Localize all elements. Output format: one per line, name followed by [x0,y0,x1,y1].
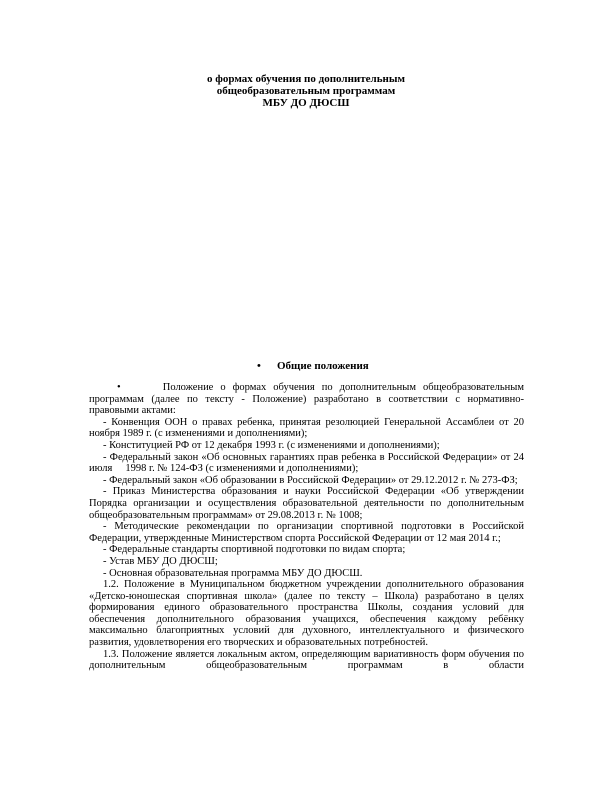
paragraph-1-3: 1.3. Положение является локальным актом, определяющим вариативность форм обучения по дополнительным общеобразовательным программам в области [89,648,524,672]
title-line-2: общеобразовательным программам [216,85,396,97]
paragraph-intro: • Положение о формах обучения по дополнительным общеобразовательным программам (далее по тексту - Положение) разработано в соответствии с нормативно-правовыми актами: [89,382,524,417]
list-item: - Приказ Министерства образования и науки Российской Федерации «Об утверждении Порядка организации и осуществления образовательной деятельности по дополнительным общеобразовательным программам» от 29.08.2013 г. № 1008; [89,486,524,521]
list-item: - Федеральные стандарты спортивной подготовки по видам спорта; [103,544,406,556]
list-item: - Конвенция ООН о правах ребенка, принятая резолюцией Генеральной Ассамблеи от 20 ноября 1989 г. (с изменениями и дополнениями); [89,416,524,440]
document-title [150,73,462,109]
bullet-icon: • [257,360,261,372]
paragraph-1-2: 1.2. Положение в Муниципальном бюджетном учреждении дополнительного образования «Детско-юношеская спортивная школа» (далее по тексту – Школа) разработано в целях формирования единого образовательного пространства Школы, создания условий для обеспечения дополнительного образования учащихся, обеспечения каждому ребёнку максимально благоприятных условий для духовного, интеллектуального и физического развития, удовлетворения его творческих и образовательных потребностей. [89,579,524,649]
list-item: - Федеральный закон «Об образовании в Российской Федерации» от 29.12.2012 г. № 273-ФЗ; [103,474,518,486]
title-line-1: о формах обучения по дополнительным [207,73,405,85]
title-line-3: МБУ ДО ДЮСШ [262,97,350,109]
list-item: - Федеральный закон «Об основных гарантиях прав ребенка в Российской Федерации» от 24 июля 1998 г. № 124-ФЗ (с изменениями и дополнениями); [89,451,524,475]
list-item: - Устав МБУ ДО ДЮСШ; [103,555,218,567]
section-heading-text: Общие положения [277,360,369,372]
list-item: - Конституцией РФ от 12 декабря 1993 г. (с изменениями и дополнениями); [103,439,440,451]
list-item: - Методические рекомендации по организации спортивной подготовки в Российской Федерации, утвержденные Министерством спорта Российской Федерации от 12 мая 2014 г.; [89,521,524,544]
document-body [89,382,524,672]
section-heading [257,360,369,373]
list-item: - Основная образовательная программа МБУ ДО ДЮСШ. [103,567,363,579]
